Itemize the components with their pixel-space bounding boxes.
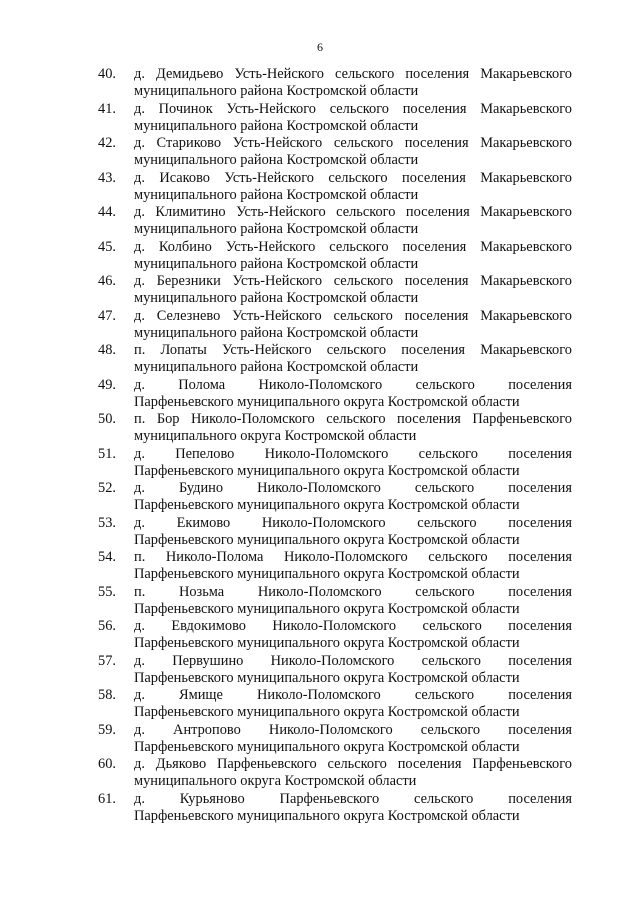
list-item (0, 308, 640, 343)
item-text (134, 273, 572, 307)
item-text-line1: д. Полома Николо-Поломского сельского поселения (134, 376, 572, 393)
item-number: 56. (98, 618, 116, 634)
item-number: 43. (98, 169, 116, 186)
list-item (0, 101, 640, 136)
item-text (134, 618, 572, 652)
item-text-line1: д. Климитино Усть-Нейского сельского поселения Макарьевского (134, 204, 572, 220)
item-text-line2: Парфеньевского муниципального округа Костромской области (134, 531, 520, 548)
list-item (0, 446, 640, 481)
item-text (134, 308, 572, 342)
item-text-line1: д. Колбино Усть-Нейского сельского поселения Макарьевского (134, 238, 572, 255)
item-text-line1: д. Будино Николо-Поломского сельского поселения (134, 480, 572, 496)
item-text (134, 66, 572, 100)
item-number: 52. (98, 480, 116, 496)
item-number: 41. (98, 100, 116, 117)
item-text (134, 411, 572, 445)
item-text (134, 135, 572, 169)
item-text-line2: муниципального района Костромской области (134, 186, 419, 203)
item-text-line1: п. Бор Николо-Поломского сельского поселения Парфеньевского (134, 411, 572, 427)
item-text-line2: муниципального района Костромской области (134, 221, 419, 237)
item-text-line2: Парфеньевского муниципального округа Костромской области (134, 635, 520, 651)
item-text-line1: д. Демидьево Усть-Нейского сельского поселения Макарьевского (134, 66, 572, 82)
item-text-line2: муниципального округа Костромской области (134, 428, 417, 444)
item-number: 55. (98, 583, 116, 600)
item-text-line2: Парфеньевского муниципального округа Костромской области (134, 669, 520, 686)
page-number: 6 (317, 40, 323, 54)
item-number: 58. (98, 687, 116, 703)
item-number: 59. (98, 721, 116, 738)
item-number: 53. (98, 514, 116, 531)
item-text (134, 515, 572, 549)
item-text (134, 756, 572, 790)
item-number: 61. (98, 790, 116, 807)
item-text (134, 239, 572, 273)
item-number: 49. (98, 376, 116, 393)
item-number: 46. (98, 273, 116, 289)
list-item (0, 204, 640, 239)
settlement-list (0, 66, 640, 825)
list-item (0, 342, 640, 377)
item-number: 45. (98, 238, 116, 255)
item-text-line2: Парфеньевского муниципального округа Костромской области (134, 497, 520, 513)
item-text-line1: д. Пепелово Николо-Поломского сельского поселения (134, 445, 572, 462)
item-text-line2: муниципального района Костромской области (134, 359, 419, 375)
item-text-line2: Парфеньевского муниципального округа Костромской области (134, 738, 520, 755)
item-text-line2: муниципального района Костромской области (134, 255, 419, 272)
list-item (0, 480, 640, 515)
item-number: 40. (98, 66, 116, 82)
item-text (134, 377, 572, 411)
item-text-line1: д. Дьяково Парфеньевского сельского поселения Парфеньевского (134, 756, 572, 772)
item-text (134, 653, 572, 687)
list-item (0, 722, 640, 757)
list-item (0, 653, 640, 688)
item-text (134, 480, 572, 514)
item-text (134, 584, 572, 618)
item-text (134, 687, 572, 721)
list-item (0, 618, 640, 653)
list-item (0, 377, 640, 412)
item-text-line2: Парфеньевского муниципального округа Костромской области (134, 704, 520, 720)
item-text-line2: Парфеньевского муниципального округа Костромской области (134, 462, 520, 479)
list-item (0, 411, 640, 446)
item-number: 50. (98, 411, 116, 427)
item-number: 48. (98, 342, 116, 358)
item-text-line1: д. Стариково Усть-Нейского сельского поселения Макарьевского (134, 135, 572, 151)
list-item (0, 273, 640, 308)
item-text (134, 204, 572, 238)
item-text-line1: д. Екимово Николо-Поломского сельского поселения (134, 514, 572, 531)
item-text-line1: д. Курьяново Парфеньевского сельского поселения (134, 790, 572, 807)
item-text-line2: Парфеньевского муниципального округа Костромской области (134, 566, 520, 582)
item-text-line1: п. Николо-Полома Николо-Поломского сельского поселения (134, 549, 572, 565)
item-number: 47. (98, 307, 116, 324)
item-number: 44. (98, 204, 116, 220)
list-item (0, 515, 640, 550)
item-text (134, 170, 572, 204)
list-item (0, 549, 640, 584)
item-text-line2: Парфеньевского муниципального округа Костромской области (134, 807, 520, 824)
item-text-line2: муниципального района Костромской области (134, 324, 419, 341)
item-number: 60. (98, 756, 116, 772)
item-number: 57. (98, 652, 116, 669)
item-text-line1: д. Исаково Усть-Нейского сельского поселения Макарьевского (134, 169, 572, 186)
item-text-line1: д. Антропово Николо-Поломского сельского поселения (134, 721, 572, 738)
list-item (0, 170, 640, 205)
list-item (0, 584, 640, 619)
item-number: 51. (98, 445, 116, 462)
list-item (0, 687, 640, 722)
item-text (134, 101, 572, 135)
item-text-line2: Парфеньевского муниципального округа Костромской области (134, 393, 520, 410)
item-number: 42. (98, 135, 116, 151)
list-item (0, 791, 640, 826)
item-text-line2: муниципального района Костромской области (134, 83, 419, 99)
item-text-line2: муниципального района Костромской области (134, 152, 419, 168)
list-item (0, 756, 640, 791)
item-text-line1: д. Евдокимово Николо-Поломского сельского поселения (134, 618, 572, 634)
item-text-line2: Парфеньевского муниципального округа Костромской области (134, 600, 520, 617)
item-text-line1: п. Нозьма Николо-Поломского сельского поселения (134, 583, 572, 600)
item-text (134, 446, 572, 480)
item-text-line1: д. Починок Усть-Нейского сельского поселения Макарьевского (134, 100, 572, 117)
item-text-line1: д. Первушино Николо-Поломского сельского поселения (134, 652, 572, 669)
list-item (0, 135, 640, 170)
item-text-line2: муниципального округа Костромской области (134, 773, 417, 789)
item-text (134, 722, 572, 756)
item-text (134, 549, 572, 583)
item-number: 54. (98, 549, 116, 565)
item-text-line1: п. Лопаты Усть-Нейского сельского поселения Макарьевского (134, 342, 572, 358)
item-text (134, 342, 572, 376)
item-text (134, 791, 572, 825)
item-text-line2: муниципального района Костромской области (134, 290, 419, 306)
item-text-line2: муниципального района Костромской области (134, 117, 419, 134)
item-text-line1: д. Селезнево Усть-Нейского сельского поселения Макарьевского (134, 307, 572, 324)
item-text-line1: д. Ямище Николо-Поломского сельского поселения (134, 687, 572, 703)
item-text-line1: д. Березники Усть-Нейского сельского поселения Макарьевского (134, 273, 572, 289)
list-item (0, 239, 640, 274)
list-item (0, 66, 640, 101)
